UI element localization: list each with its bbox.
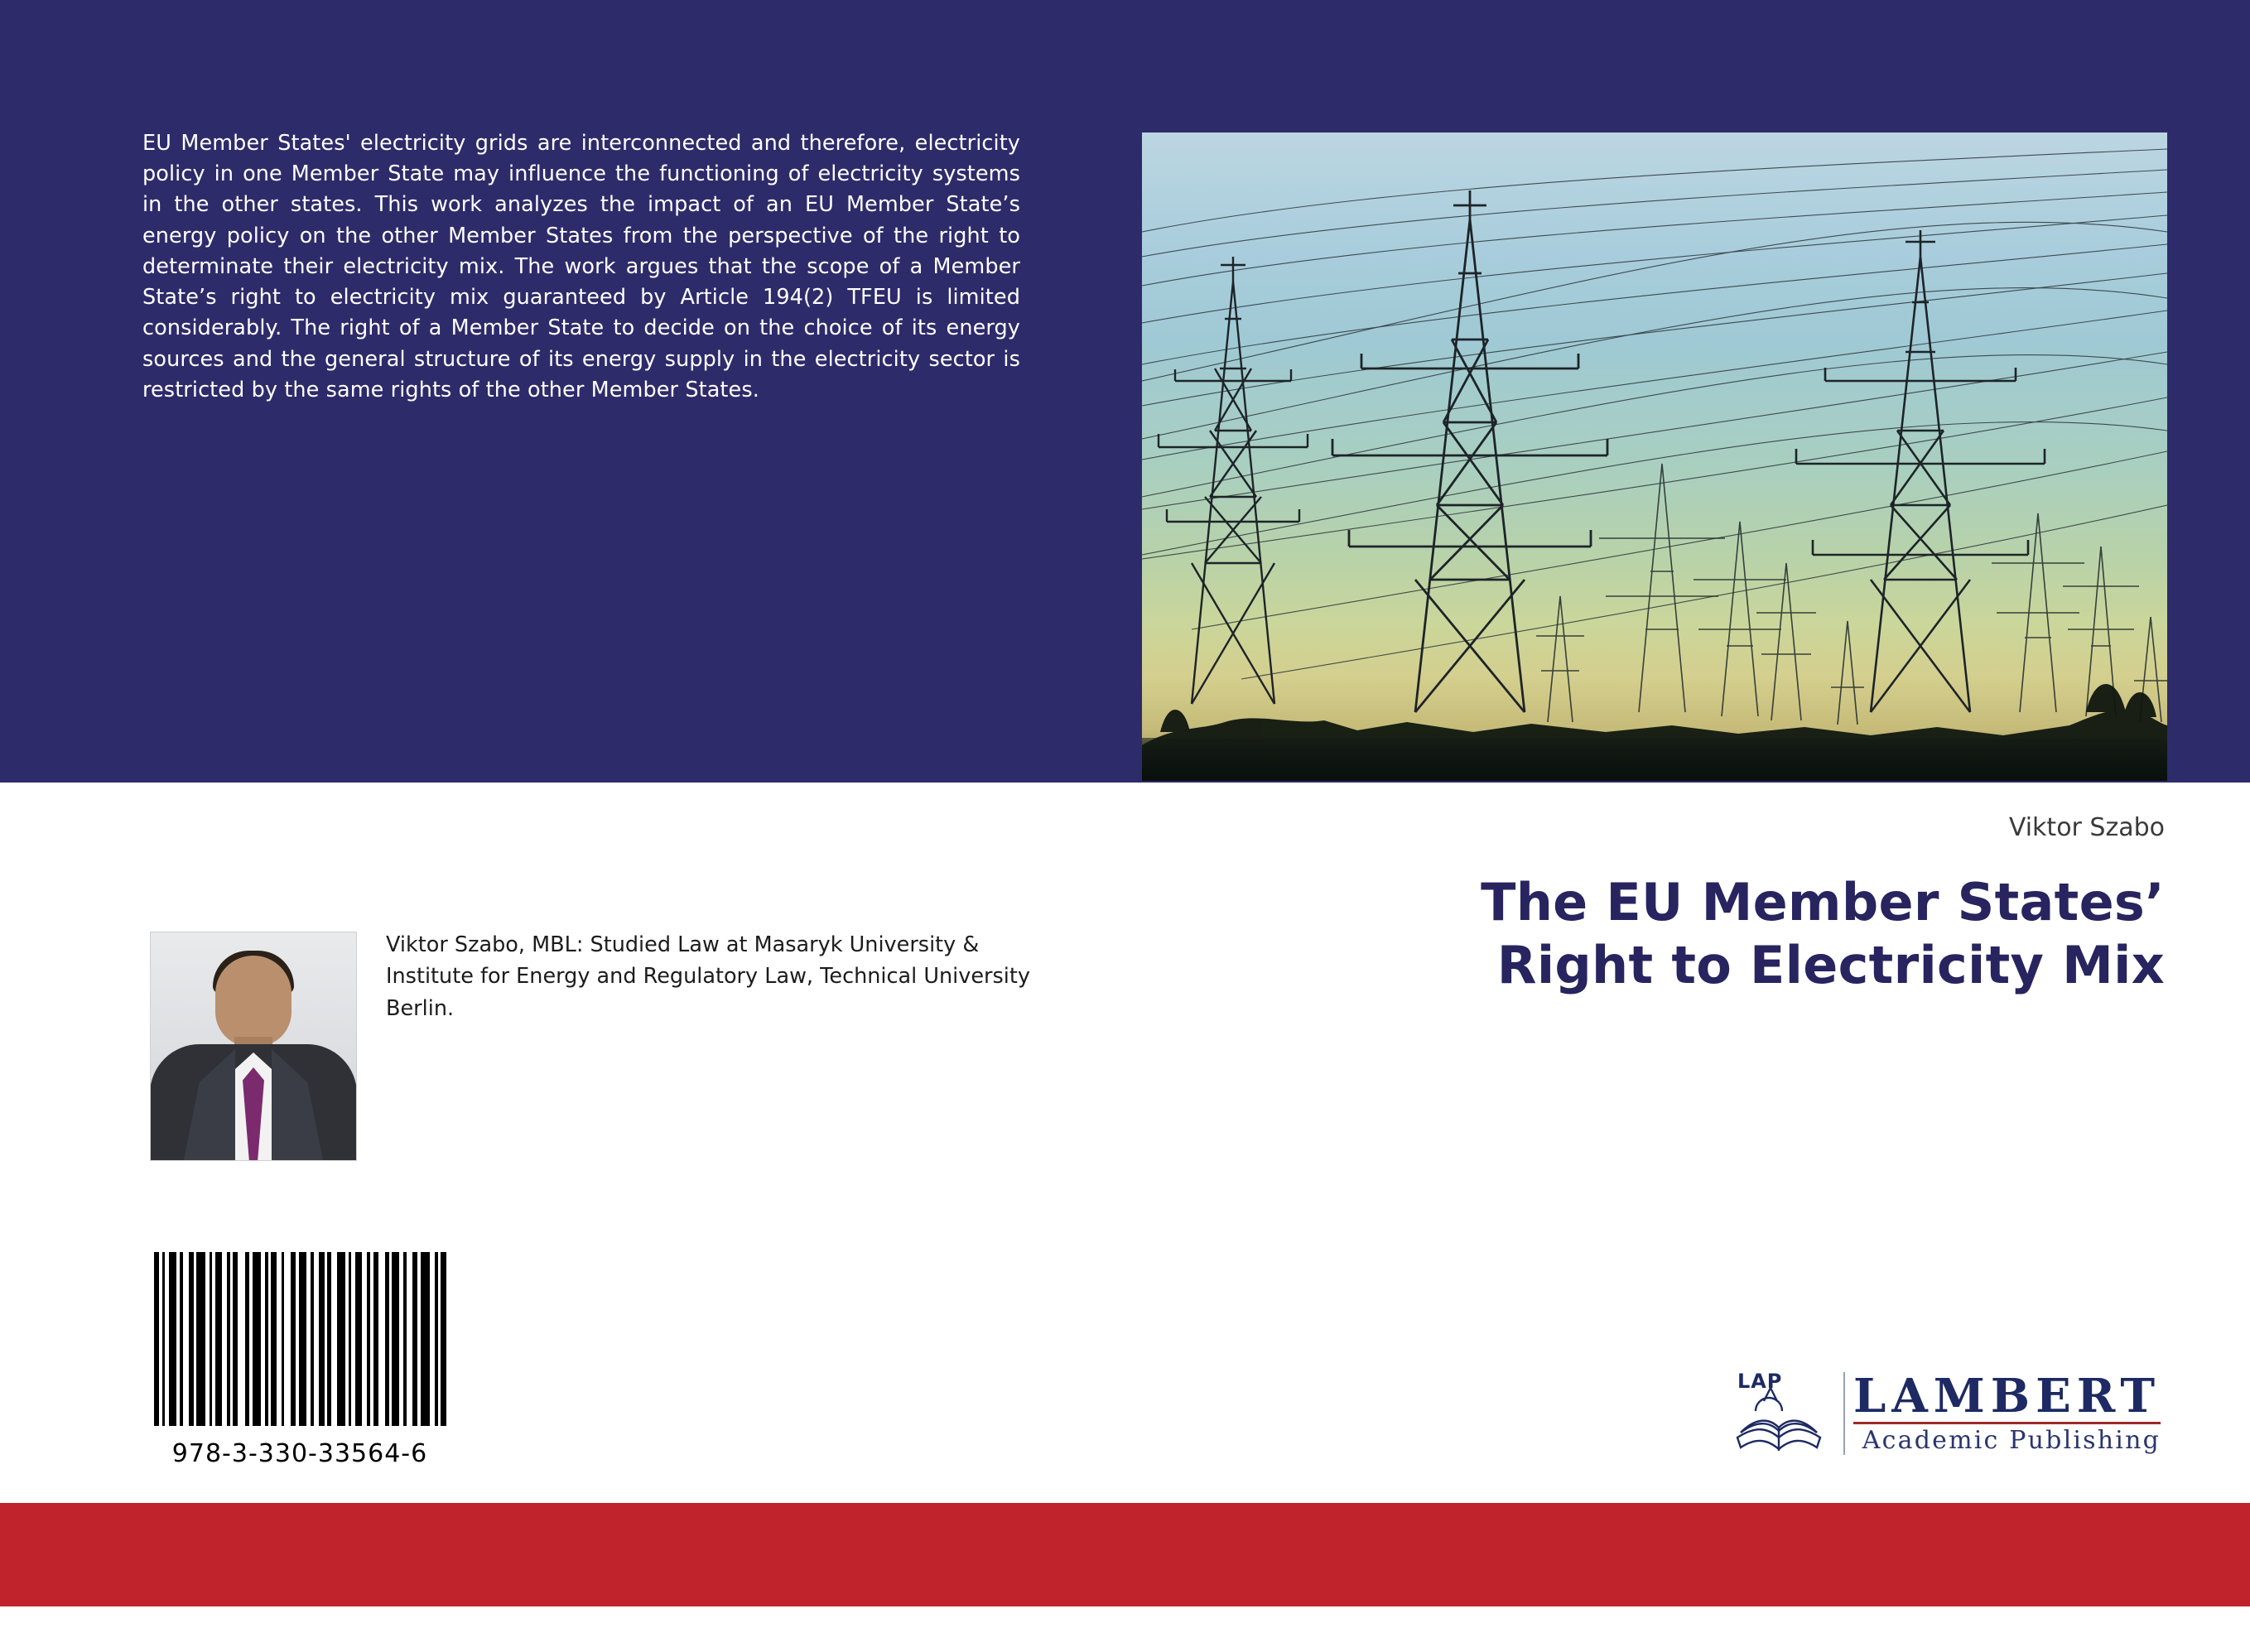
lap-mark-text: LAP <box>1737 1370 1783 1393</box>
title-line-1: The EU Member States’ <box>1481 872 2165 932</box>
front-author-name: Viktor Szabo <box>2008 813 2165 842</box>
barcode-bars <box>154 1252 477 1426</box>
title-line-2: Right to Electricity Mix <box>1496 934 2165 995</box>
isbn-number: 978-3-330-33564-6 <box>171 1439 428 1468</box>
publisher-logo <box>1731 1368 2161 1459</box>
bottom-white-margin <box>0 1606 2250 1652</box>
publisher-subtitle: Academic Publishing <box>1853 1422 2161 1455</box>
photo-ground <box>1142 738 2167 781</box>
publisher-wordmark <box>1843 1368 2161 1456</box>
author-portrait <box>150 932 357 1161</box>
back-cover-blurb: EU Member States' electricity grids are interconnected and therefore, electricity policy in one Member State may influence the functioning of electricity systems in the other states. This work analyzes the impact of an EU Member State’s energy policy on the other Member States from the perspective of the right to determinate their electricity mix. The work argues that the scope of a Member State’s right to electricity mix guaranteed by Article 194(2) TFEU is limited considerably. The right of a Member State to decide on the choice of its energy sources and the general structure of its energy supply in the electricity sector is restricted by the same rights of the other Member States. <box>142 131 1020 402</box>
page-title <box>906 871 2165 996</box>
bottom-red-band <box>0 1503 2250 1606</box>
publisher-name: LAMBERT <box>1853 1368 2161 1423</box>
portrait-head <box>215 956 291 1047</box>
author-bio: Viktor Szabo, MBL: Studied Law at Masaryk University & Institute for Energy and Regulatory Law, Technical University Berlin. <box>386 932 1030 1021</box>
lap-book-icon <box>1731 1368 1828 1459</box>
photo-pylons <box>1142 132 2167 781</box>
barcode <box>154 1252 477 1468</box>
cover-photo <box>1142 132 2167 781</box>
